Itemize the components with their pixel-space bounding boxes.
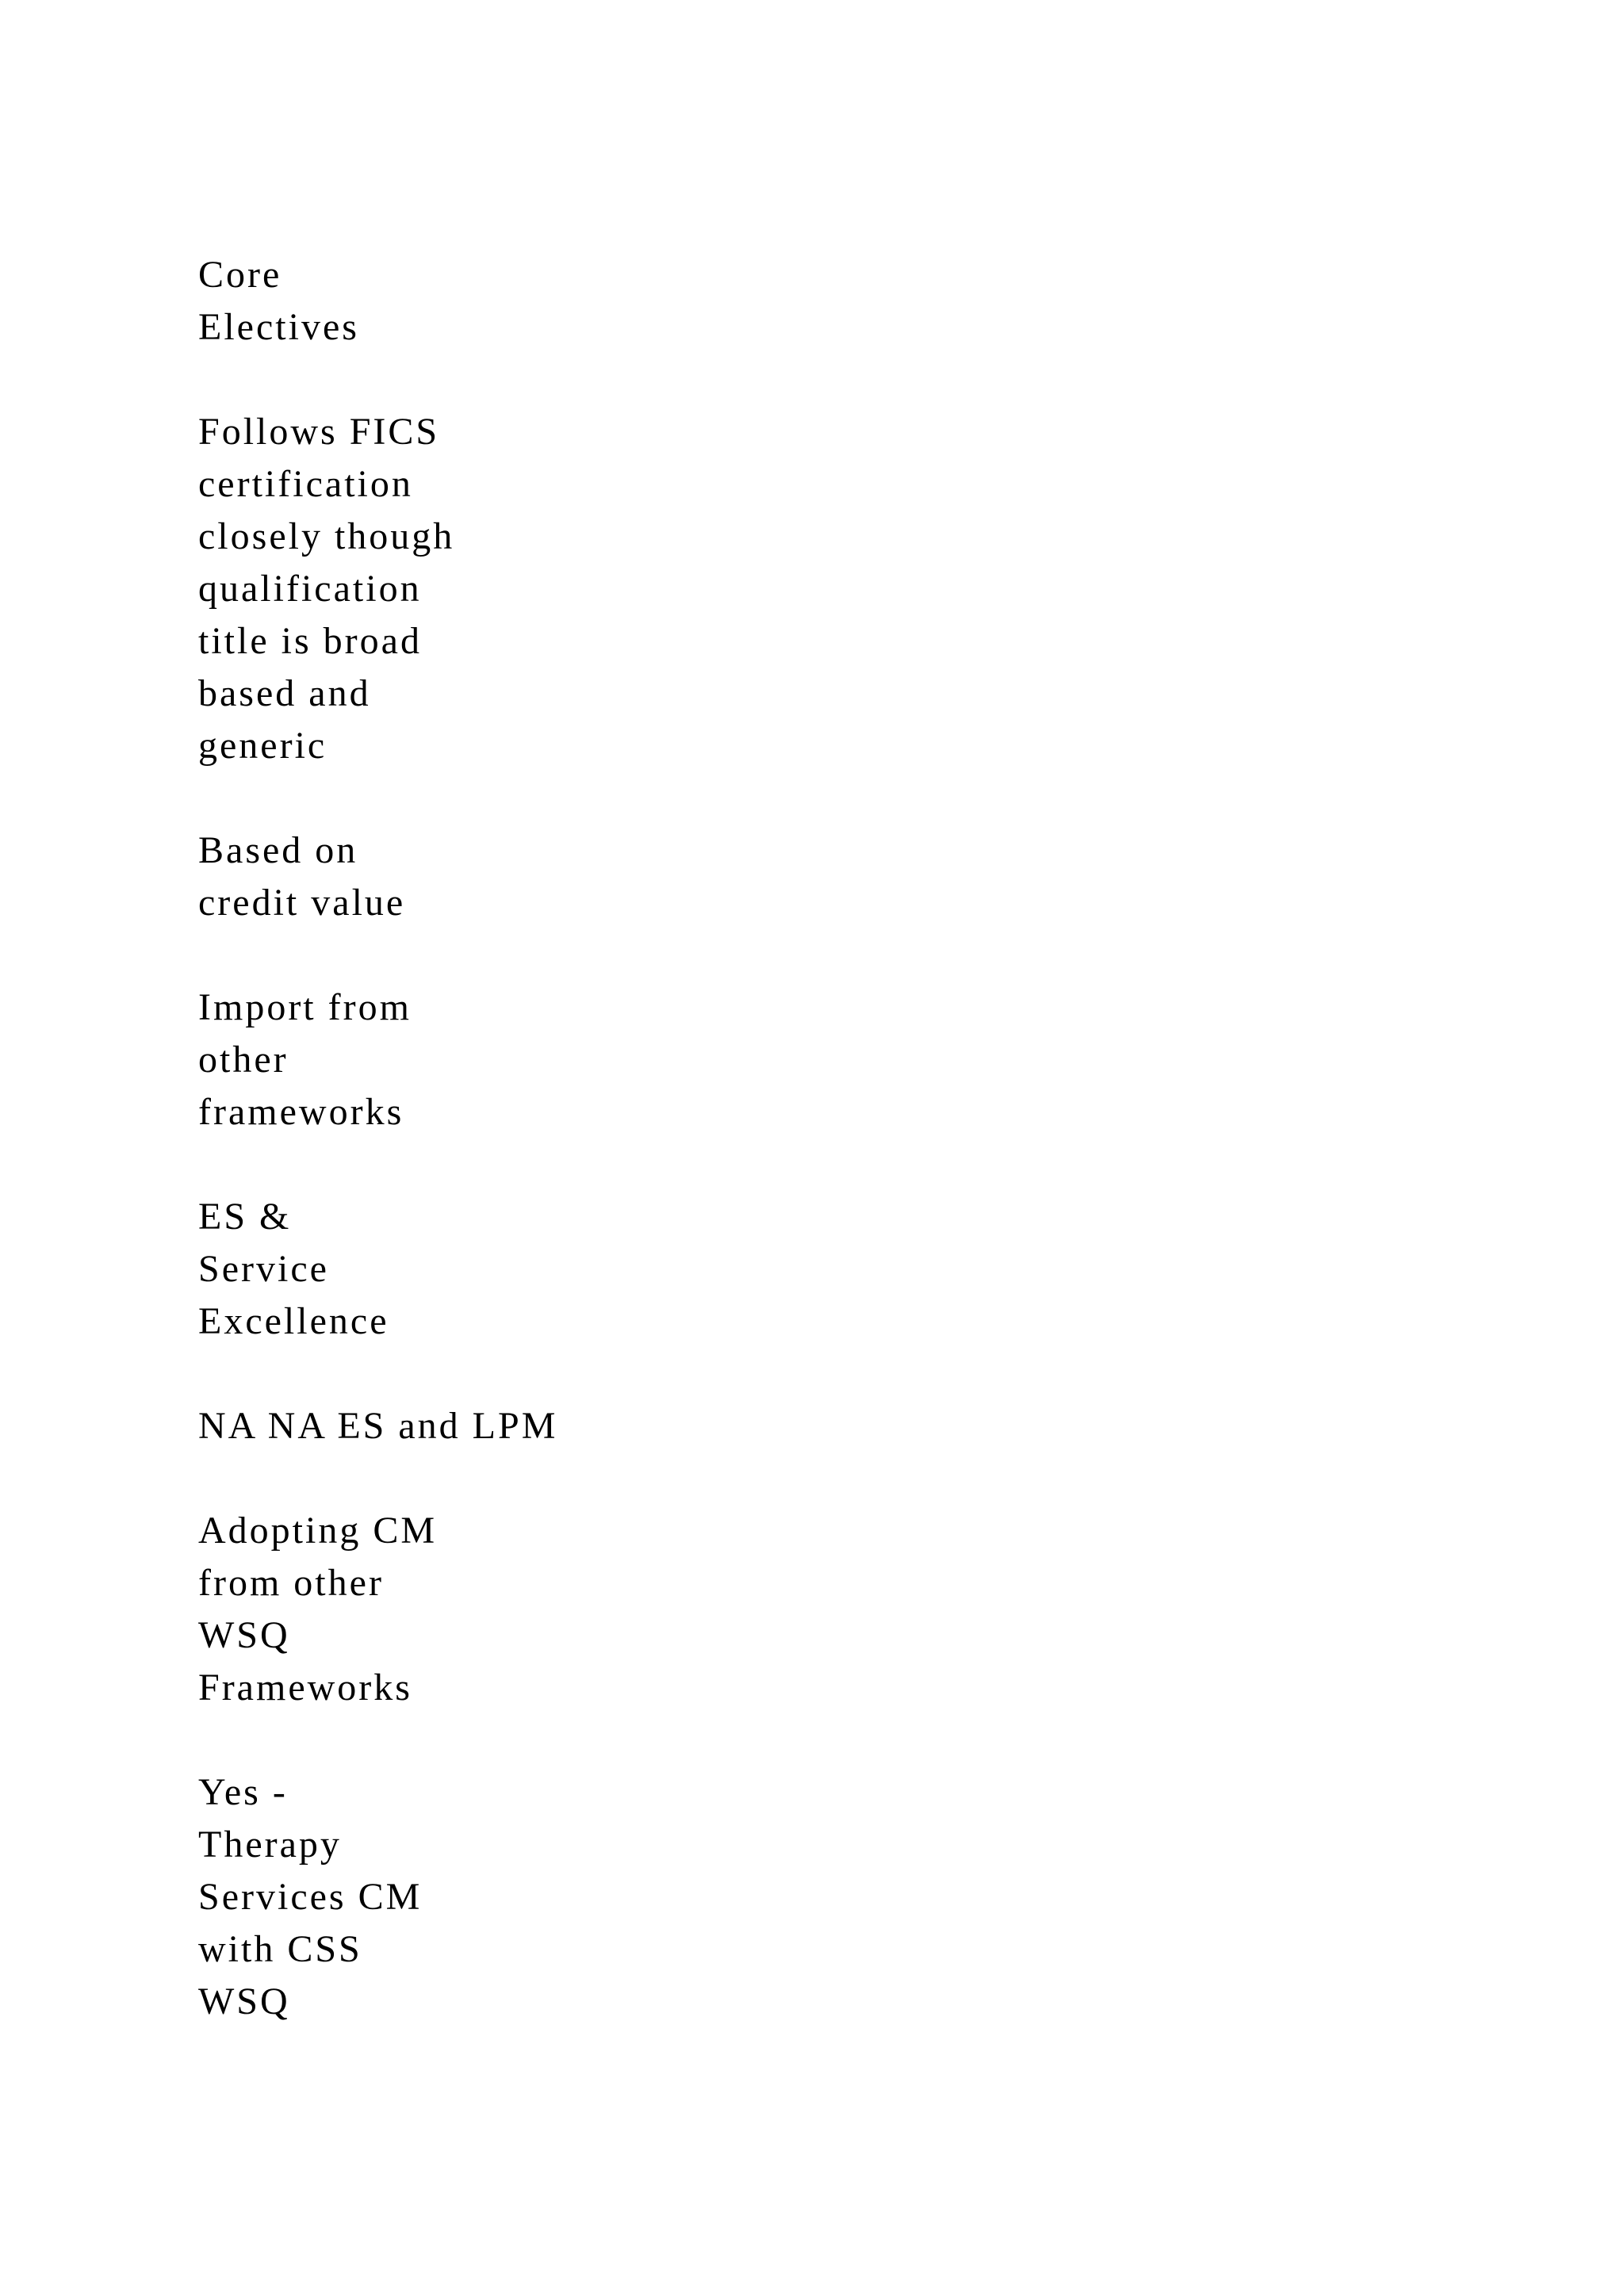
text-line: Import from <box>198 986 412 1028</box>
text-line: WSQ <box>198 1614 290 1656</box>
text-line: credit value <box>198 882 406 924</box>
text-line: closely though <box>198 515 455 557</box>
text-line: ES & <box>198 1196 292 1238</box>
text-line: certification <box>198 463 413 505</box>
text-line: NA NA ES and LPM <box>198 1405 558 1447</box>
text-line: Yes - <box>198 1771 288 1813</box>
text-block-core-electives <box>198 249 1388 354</box>
document-body <box>198 249 1388 2080</box>
text-line: frameworks <box>198 1091 404 1133</box>
text-line: Core <box>198 254 282 296</box>
text-line: Service <box>198 1248 329 1290</box>
text-line: WSQ <box>198 1980 290 2022</box>
text-block-follows-fics <box>198 406 1388 772</box>
text-block-na-lpm <box>198 1400 1388 1452</box>
text-line: Services CM <box>198 1876 423 1918</box>
text-line: qualification <box>198 568 422 610</box>
text-line: Adopting CM <box>198 1510 438 1552</box>
text-line: other <box>198 1039 289 1081</box>
text-block-credit-value <box>198 825 1388 929</box>
text-block-therapy-services <box>198 1766 1388 2028</box>
text-line: generic <box>198 725 327 767</box>
text-line: based and <box>198 672 371 714</box>
text-line: Excellence <box>198 1300 389 1342</box>
text-block-import-frameworks <box>198 982 1388 1138</box>
text-line: Based on <box>198 829 358 871</box>
text-line: Therapy <box>198 1823 342 1866</box>
text-line: with CSS <box>198 1928 362 1970</box>
text-line: Follows FICS <box>198 411 440 453</box>
text-block-service-excellence <box>198 1191 1388 1348</box>
text-block-adopting-cm <box>198 1505 1388 1714</box>
text-line: Electives <box>198 306 359 348</box>
text-line: from other <box>198 1562 384 1604</box>
text-line: Frameworks <box>198 1667 412 1709</box>
text-line: title is broad <box>198 620 422 662</box>
